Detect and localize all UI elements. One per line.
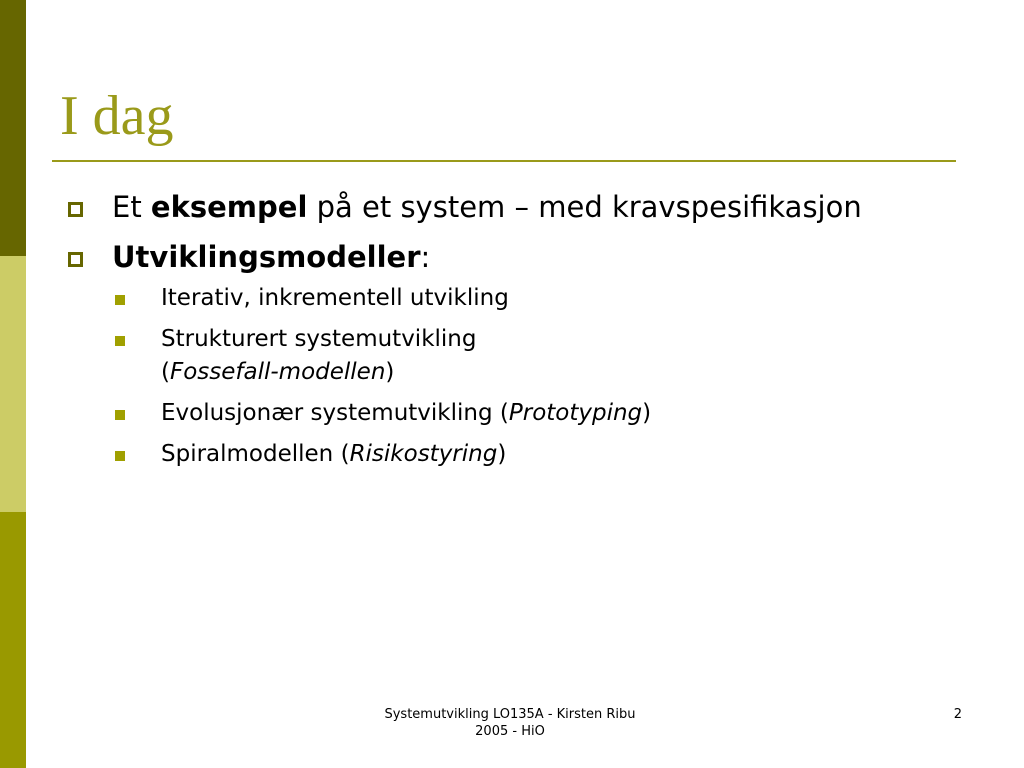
slide-footer — [340, 706, 680, 740]
page-number: 2 — [953, 707, 962, 722]
bullet-item — [62, 238, 942, 276]
hollow-square-bullet-icon — [68, 202, 83, 217]
sidebar-block-top — [0, 0, 26, 256]
sub-bullet-item — [62, 282, 942, 315]
sub-bullet-text-italic: Risikostyring — [349, 441, 498, 467]
sub-bullet-text-italic: Fossefall-modellen — [169, 359, 386, 385]
slide-body — [62, 188, 942, 479]
footer-line: Systemutvikling LO135A - Kirsten Ribu — [384, 707, 636, 722]
filled-square-bullet-icon — [115, 336, 125, 346]
bullet-text: på et system – med kravspesifikasjon — [307, 190, 862, 224]
sub-bullet-text: Evolusjonær systemutvikling ( — [161, 400, 509, 426]
sub-bullet-text: Spiralmodellen ( — [161, 441, 350, 467]
sub-bullet-text: ) — [642, 400, 652, 426]
bullet-item — [62, 188, 942, 226]
sub-bullet-text: ) — [385, 359, 395, 385]
sub-bullet-item — [62, 397, 942, 430]
slide-title: I dag — [60, 85, 174, 147]
sub-bullet-item — [62, 323, 942, 389]
filled-square-bullet-icon — [115, 410, 125, 420]
sub-bullet-item — [62, 438, 942, 471]
bullet-text-bold: Utviklingsmodeller — [112, 240, 421, 274]
decorative-sidebar — [0, 0, 26, 768]
hollow-square-bullet-icon — [68, 252, 83, 267]
sub-bullet-text: Strukturert systemutvikling — [161, 326, 477, 352]
bullet-text: : — [420, 240, 431, 274]
sub-bullet-text: ( — [161, 359, 170, 385]
filled-square-bullet-icon — [115, 451, 125, 461]
filled-square-bullet-icon — [115, 295, 125, 305]
sidebar-block-middle — [0, 256, 26, 512]
sidebar-block-bottom — [0, 512, 26, 768]
bullet-text: Et — [112, 190, 151, 224]
bullet-text-bold: eksempel — [150, 190, 308, 224]
sub-bullet-text: ) — [497, 441, 507, 467]
sub-bullet-text-italic: Prototyping — [508, 400, 643, 426]
title-divider — [52, 160, 956, 162]
footer-line: 2005 - HiO — [475, 724, 545, 739]
sub-bullet-text: Iterativ, inkrementell utvikling — [161, 285, 509, 311]
